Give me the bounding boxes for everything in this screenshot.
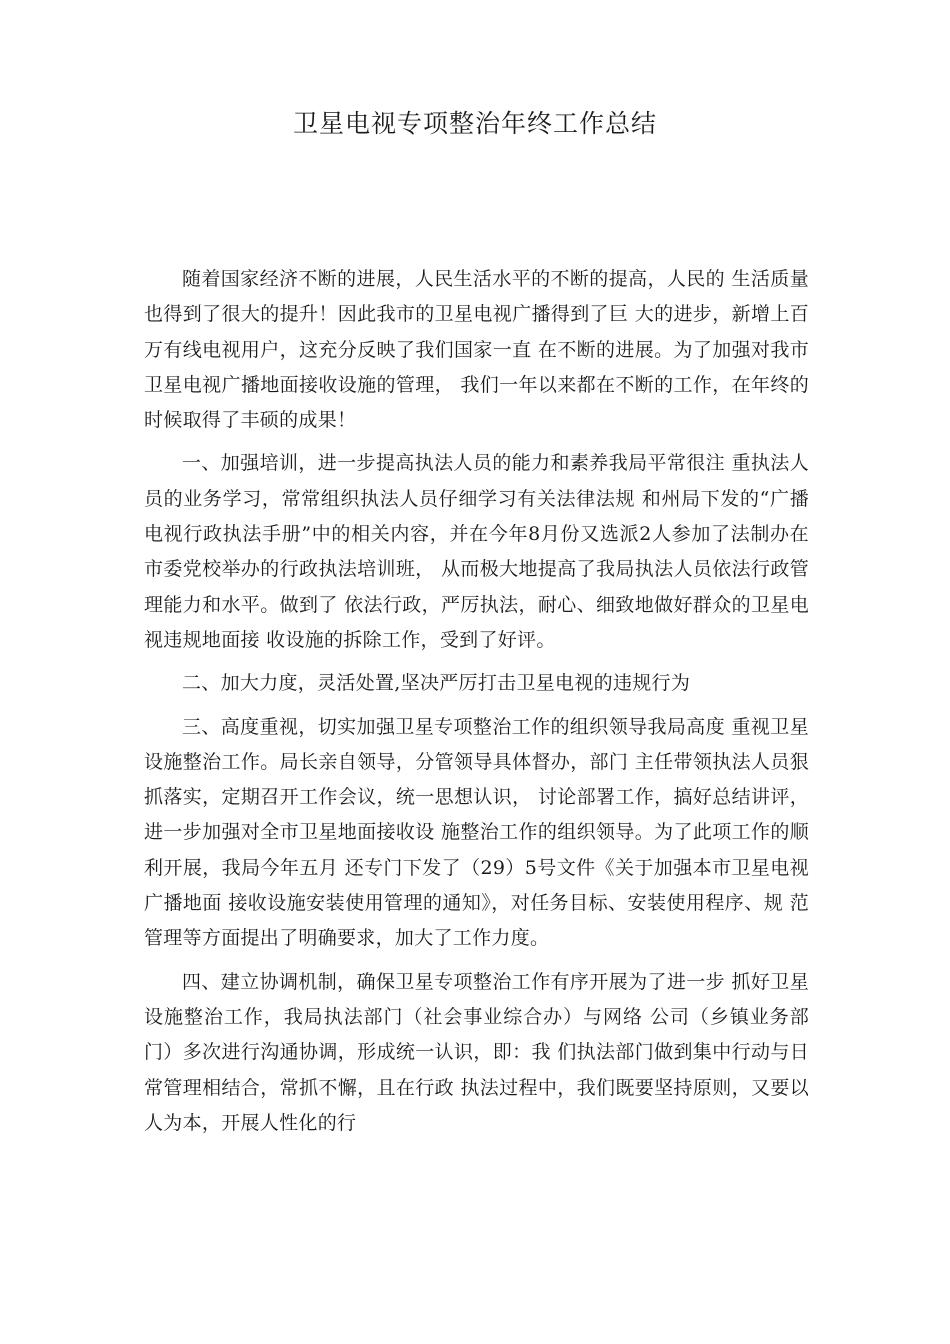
paragraph-section-3: 三、高度重视，切实加强卫星专项整治工作的组织领导我局高度 重视卫星设施整治工作。局长亲自领导，分管领导具体督办，部门 主任带领执法人员狠抓落实，定期召开工作会议，统一思想认识， 讨论部署工作，搞好总结讲评，进一步加强对全市卫星地面接收设 施整治工作的组织领导。为了此项工作的顺利开展，我局今年五月 还专门下发了（29）5号文件《关于加强本市卫星电视广播地面 接收设施安装使用管理的通知》，对任务目标、安装使用程序、规 范管理等方面提出了明确要求，加大了工作力度。: [144, 715, 809, 950]
paragraph-intro: 随着国家经济不断的进展，人民生活水平的不断的提高，人民的 生活质量也得到了很大的提升！因此我市的卫星电视广播得到了巨 大的进步，新增上百万有线电视用户，这充分反映了我们国家一直 在不断的进展。为了加强对我市卫星电视广播地面接收设施的管理， 我们一年以来都在不断的工作，在年终的时候取得了丰硕的成果！: [144, 268, 809, 432]
paragraph-section-2: 二、加大力度，灵活处置,坚决严厉打击卫星电视的违规行为: [182, 672, 691, 695]
paragraph-section-4: 四、建立协调机制，确保卫星专项整治工作有序开展为了进一步 抓好卫星设施整治工作，我局执法部门（社会事业综合办）与网络 公司（乡镇业务部门）多次进行沟通协调，形成统一认识，即：我 们执法部门做到集中行动与日常管理相结合，常抓不懈，且在行政 执法过程中，我们既要坚持原则，又要以人为本，开展人性化的行: [144, 970, 809, 1134]
paragraph-section-1: 一、加强培训，进一步提高执法人员的能力和素养我局平常很注 重执法人员的业务学习，常常组织执法人员仔细学习有关法律法规 和州局下发的“广播电视行政执法手册”中的相关内容，并在今年8月份又选派2人参加了法制办在市委党校举办的行政执法培训班， 从而极大地提高了我局执法人员依法行政管理能力和水平。做到了 依法行政，严厉执法，耐心、细致地做好群众的卫星电视违规地面接 收设施的拆除工作，受到了好评。: [144, 452, 809, 651]
document-body: [144, 262, 809, 1149]
document-title: 卫星电视专项整治年终工作总结: [292, 109, 657, 138]
